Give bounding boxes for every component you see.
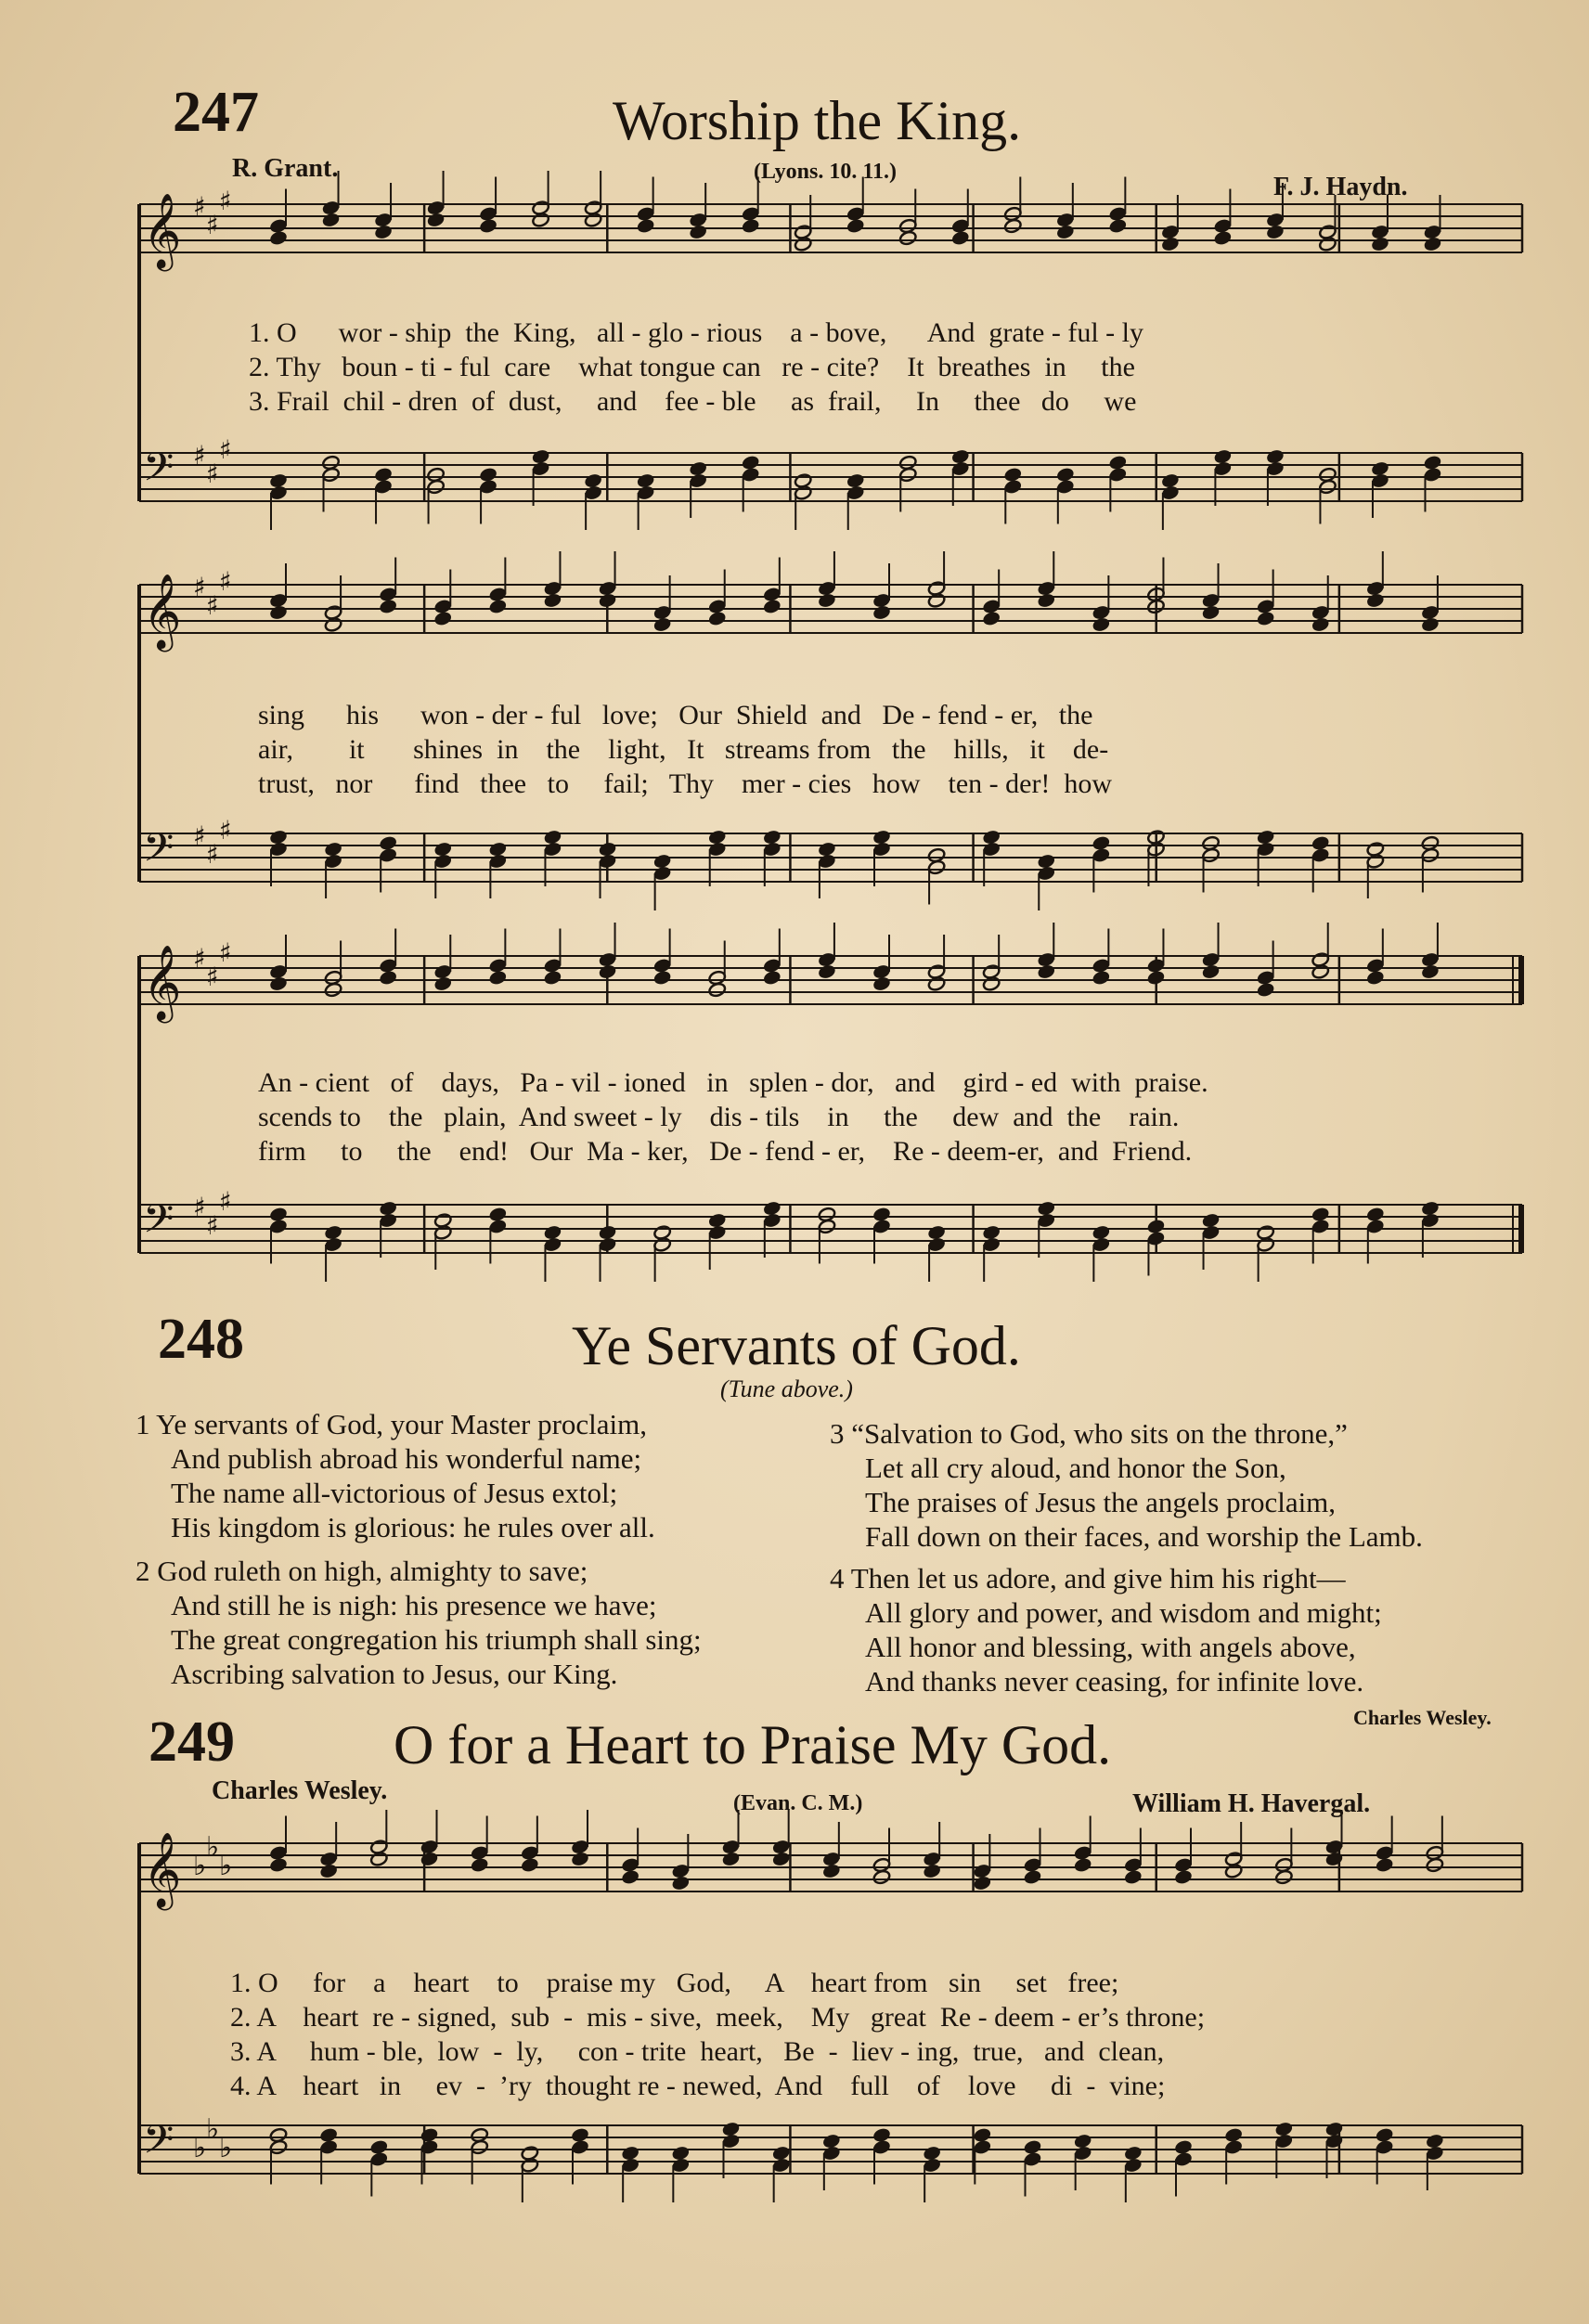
lyric-line: 2. Thy boun - ti - ful care what tongue can re - cite? It breathes in the: [249, 352, 1135, 382]
note-head: [543, 829, 562, 845]
note-head: [1421, 1200, 1440, 1216]
note-head: [379, 1200, 397, 1216]
note-head: [379, 835, 397, 851]
note-head: [319, 1863, 338, 1879]
flat-icon: ♭: [193, 2132, 207, 2164]
note-head: [689, 460, 707, 476]
treble-clef-icon: 𝄞: [143, 573, 182, 649]
note-head: [763, 599, 782, 614]
lyrics-system-3: [258, 1065, 1208, 1168]
stanza-line: Ascribing salvation to Jesus, our King.: [171, 1658, 618, 1690]
bass-clef-icon: 𝄢: [143, 2117, 174, 2173]
note-head: [571, 2127, 589, 2143]
sharp-icon: ♯: [206, 839, 219, 870]
stanza-line: Then let us adore, and give him his right—: [850, 1562, 1346, 1595]
note-head: [1037, 853, 1055, 869]
note-head: [420, 2127, 438, 2143]
note-head: [324, 1224, 342, 1240]
note-head: [653, 616, 672, 632]
note-head: [269, 1857, 288, 1873]
lyric-line: sing his won - der - ful love; Our Shield and De - fend - er, the: [258, 700, 1093, 730]
sharp-icon: ♯: [193, 1192, 206, 1222]
stanza-line: Ye servants of God, your Master proclaim,: [156, 1408, 648, 1440]
note-head: [521, 1857, 539, 1873]
note-head: [369, 1851, 388, 1866]
lyrics-system-2: [258, 698, 1112, 801]
stanza-line: The praises of Jesus the angels proclaim,: [865, 1486, 1337, 1518]
note-head: [319, 2127, 338, 2143]
note-head: [324, 841, 342, 857]
note-head: [369, 2139, 388, 2155]
note-head: [433, 611, 452, 626]
composer: F. J. Haydn.: [1273, 173, 1408, 201]
note-head: [708, 982, 727, 998]
note-head: [1426, 2133, 1444, 2149]
note-head: [1092, 616, 1110, 632]
note-head: [1146, 970, 1165, 986]
note-head: [927, 1224, 946, 1240]
sharp-icon: ♯: [219, 186, 232, 216]
note-head: [1423, 455, 1441, 471]
note-head: [846, 218, 865, 234]
note-head: [872, 2127, 891, 2143]
hymn-title: Ye Servants of God.: [572, 1315, 1021, 1376]
note-head: [721, 1851, 740, 1866]
stanza-line: The name all-victorious of Jesus extol;: [171, 1477, 618, 1509]
note-head: [1311, 1207, 1330, 1222]
note-head: [872, 829, 891, 845]
lyric-line: 3. A hum - ble, low - ly, con - trite heart, Be - liev - ing, true, and clean,: [230, 2036, 1165, 2067]
lyrics-system-1: [249, 316, 1143, 419]
note-head: [818, 841, 836, 857]
hymn-number: 248: [158, 1308, 244, 1371]
note-head: [584, 212, 602, 227]
stanza-4: [830, 1561, 1382, 1698]
tune-meter: (Evan. C. M.): [733, 1791, 863, 1815]
flat-icon: ♭: [193, 1850, 207, 1882]
note-head: [951, 230, 970, 246]
stanza-line: And thanks never ceasing, for infinite love.: [865, 1665, 1364, 1698]
note-head: [599, 841, 617, 857]
note-head: [433, 975, 452, 991]
note-head: [269, 1207, 288, 1222]
tune-meter: (Lyons. 10. 11.): [754, 160, 898, 184]
note-head: [269, 829, 288, 845]
stanza-line: And still he is nigh: his presence we have;: [171, 1589, 657, 1621]
sharp-icon: ♯: [206, 1210, 219, 1241]
note-head: [1174, 2139, 1193, 2155]
note-head: [872, 1869, 891, 1885]
note-head: [653, 853, 672, 869]
note-head: [653, 970, 672, 986]
note-head: [1202, 963, 1221, 979]
sharp-icon: ♯: [219, 434, 232, 465]
note-head: [818, 592, 836, 608]
flat-icon: ♭: [206, 2113, 220, 2146]
note-head: [1213, 230, 1232, 246]
note-head: [671, 1875, 690, 1891]
flat-icon: ♭: [206, 1831, 220, 1864]
note-head: [982, 611, 1001, 626]
note-head: [379, 970, 397, 986]
stanza-line: And publish abroad his wonderful name;: [171, 1442, 642, 1475]
note-head: [488, 841, 507, 857]
note-head: [872, 604, 891, 620]
note-head: [269, 230, 288, 246]
hymn-title: O for a Heart to Praise My God.: [394, 1714, 1112, 1775]
note-head: [637, 472, 655, 488]
note-head: [1257, 982, 1275, 998]
sharp-icon: ♯: [193, 943, 206, 974]
note-head: [1037, 592, 1055, 608]
note-head: [1056, 224, 1075, 239]
sharp-icon: ♯: [193, 440, 206, 471]
note-head: [269, 472, 288, 488]
note-head: [721, 2121, 740, 2137]
note-head: [1371, 460, 1389, 476]
note-head: [543, 1224, 562, 1240]
final-barline: [1518, 1205, 1524, 1253]
note-head: [599, 1224, 617, 1240]
note-head: [479, 218, 497, 234]
note-head: [1224, 1863, 1243, 1879]
note-head: [571, 1851, 589, 1866]
note-head: [818, 963, 836, 979]
note-head: [982, 829, 1001, 845]
note-head: [973, 2127, 991, 2143]
stanza-line: All glory and power, and wisdom and might;: [865, 1596, 1382, 1629]
note-head: [763, 970, 782, 986]
note-head: [742, 455, 760, 471]
note-head: [982, 1224, 1001, 1240]
note-head: [488, 970, 507, 986]
sharp-icon: ♯: [219, 937, 232, 968]
treble-clef-icon: 𝄞: [143, 944, 182, 1020]
note-head: [1161, 472, 1180, 488]
note-head: [543, 970, 562, 986]
note-head: [1074, 2133, 1092, 2149]
note-head: [471, 1857, 489, 1873]
note-head: [1037, 963, 1055, 979]
sharp-icon: ♯: [219, 1186, 232, 1217]
note-head: [822, 1863, 841, 1879]
lyric-line: air, it shines in the light, It streams from the hills, it de-: [258, 734, 1109, 765]
note-head: [324, 982, 342, 998]
note-head: [1376, 2127, 1394, 2143]
note-head: [488, 1207, 507, 1222]
note-head: [872, 975, 891, 991]
note-head: [420, 1851, 438, 1866]
note-head: [1274, 1869, 1293, 1885]
note-head: [1003, 467, 1022, 483]
note-head: [637, 218, 655, 234]
note-head: [1324, 2121, 1343, 2137]
stanza-number: 3: [830, 1417, 845, 1450]
hymn-title: Worship the King.: [613, 90, 1022, 151]
note-head: [982, 975, 1001, 991]
note-head: [846, 472, 865, 488]
note-head: [324, 616, 342, 632]
note-head: [1023, 1869, 1041, 1885]
lyrics-system-4: [230, 1966, 1205, 2103]
bass-clef-icon: 𝄢: [143, 445, 174, 500]
stanza-line: Fall down on their faces, and worship the Lamb.: [865, 1520, 1423, 1553]
note-head: [1074, 1857, 1092, 1873]
tune-note: (Tune above.): [720, 1375, 853, 1402]
note-head: [1376, 1857, 1394, 1873]
lyric-line: 1. O for a heart to praise my God, A heart from sin set free;: [230, 1968, 1119, 1998]
note-head: [708, 829, 727, 845]
note-head: [927, 592, 946, 608]
note-head: [599, 592, 617, 608]
sharp-icon: ♯: [193, 820, 206, 851]
note-head: [927, 975, 946, 991]
sharp-icon: ♯: [193, 572, 206, 602]
note-head: [671, 2145, 690, 2161]
note-head: [1146, 1219, 1165, 1234]
note-head: [1311, 835, 1330, 851]
note-head: [1037, 1200, 1055, 1216]
note-head: [1257, 611, 1275, 626]
note-head: [1124, 2145, 1143, 2161]
note-head: [1257, 829, 1275, 845]
hymn-number: 247: [173, 81, 259, 144]
note-head: [599, 963, 617, 979]
note-head: [621, 2145, 639, 2161]
note-head: [951, 448, 970, 464]
note-head: [794, 236, 812, 252]
note-head: [1311, 616, 1330, 632]
lyric-line: 2. A heart re - signed, sub - mis - sive, meek, My great Re - deem - er’s throne;: [230, 2002, 1206, 2033]
note-head: [374, 467, 393, 483]
note-head: [973, 1875, 991, 1891]
note-head: [1423, 236, 1441, 252]
lyric-line: An - cient of days, Pa - vil - ioned in splen - dor, and gird - ed with praise.: [258, 1067, 1208, 1098]
note-head: [1371, 236, 1389, 252]
lyric-line: 1. O wor - ship the King, all - glo - rious a - bove, And grate - ful - ly: [249, 317, 1143, 348]
lyric-line: trust, nor find thee to fail; Thy mer - cies how ten - der! how: [258, 768, 1113, 799]
note-head: [1311, 963, 1330, 979]
note-head: [763, 1200, 782, 1216]
note-head: [621, 1869, 639, 1885]
note-head: [1174, 1869, 1193, 1885]
bass-clef-icon: 𝄢: [143, 1196, 174, 1252]
note-head: [1108, 455, 1127, 471]
note-head: [689, 224, 707, 239]
note-head: [488, 599, 507, 614]
note-head: [1224, 2127, 1243, 2143]
composer: William H. Havergal.: [1132, 1789, 1371, 1818]
lyric-line: 3. Frail chil - dren of dust, and fee - ble as frail, In thee do we: [249, 386, 1137, 417]
note-head: [923, 1863, 941, 1879]
note-head: [898, 230, 917, 246]
stanza-2: [136, 1554, 702, 1691]
lyric-line: firm to the end! Our Ma - ker, De - fend - er, Re - deem-er, and Friend.: [258, 1136, 1193, 1167]
note-head: [1266, 448, 1285, 464]
note-head: [433, 841, 452, 857]
note-head: [772, 1851, 791, 1866]
note-head: [1092, 835, 1110, 851]
stanza-number: 4: [830, 1562, 845, 1595]
lyric-line: 4. A heart in ev - ’ry thought re - newed, And full of love di - vine;: [230, 2071, 1166, 2101]
note-head: [269, 975, 288, 991]
flat-icon: ♭: [219, 2132, 233, 2164]
sharp-icon: ♯: [193, 191, 206, 222]
note-head: [1366, 1207, 1385, 1222]
note-head: [772, 2145, 791, 2161]
note-head: [1108, 218, 1127, 234]
note-head: [1202, 604, 1221, 620]
author: R. Grant.: [232, 154, 339, 183]
note-head: [1421, 963, 1440, 979]
note-head: [1202, 1212, 1221, 1228]
stanza-line: His kingdom is glorious: he rules over all.: [171, 1511, 655, 1543]
note-head: [923, 2145, 941, 2161]
note-head: [1366, 592, 1385, 608]
note-head: [708, 1212, 727, 1228]
note-head: [543, 592, 562, 608]
note-head: [427, 212, 446, 227]
stanza-line: “Salvation to God, who sits on the throne,”: [851, 1417, 1348, 1450]
treble-clef-icon: 𝄞: [143, 1831, 182, 1907]
bass-clef-icon: 𝄢: [143, 825, 174, 881]
note-head: [1366, 970, 1385, 986]
sharp-icon: ♯: [206, 210, 219, 240]
sharp-icon: ♯: [206, 458, 219, 489]
note-head: [1274, 2121, 1293, 2137]
final-barline: [1518, 956, 1524, 1004]
note-head: [1318, 236, 1337, 252]
note-head: [1161, 236, 1180, 252]
note-head: [1092, 1224, 1110, 1240]
stanza-number: 1: [136, 1408, 150, 1440]
note-head: [374, 224, 393, 239]
note-head: [532, 212, 550, 227]
note-head: [763, 829, 782, 845]
sharp-icon: ♯: [219, 566, 232, 597]
author: Charles Wesley.: [212, 1776, 388, 1805]
note-head: [1092, 970, 1110, 986]
note-head: [1421, 616, 1440, 632]
note-head: [269, 604, 288, 620]
lyric-line: scends to the plain, And sweet - ly dis - tils in the dew and the rain.: [258, 1102, 1180, 1132]
sharp-icon: ♯: [206, 962, 219, 992]
stanza-3: [830, 1416, 1423, 1554]
note-head: [822, 2133, 841, 2149]
note-head: [1023, 2139, 1041, 2155]
note-head: [708, 611, 727, 626]
note-head: [1124, 1869, 1143, 1885]
stanza-line: God ruleth on high, almighty to save;: [157, 1555, 588, 1587]
stanza-number: 2: [136, 1555, 150, 1587]
note-head: [479, 467, 497, 483]
note-head: [1324, 1851, 1343, 1866]
stanza-line: The great congregation his triumph shall sing;: [171, 1623, 702, 1656]
note-head: [1426, 1857, 1444, 1873]
stanza-line: Let all cry aloud, and honor the Son,: [865, 1452, 1286, 1484]
note-head: [379, 599, 397, 614]
note-head: [1266, 224, 1285, 239]
note-head: [1003, 218, 1022, 234]
hymn-number: 249: [149, 1711, 235, 1774]
sharp-icon: ♯: [219, 815, 232, 846]
stanza-line: All honor and blessing, with angels above,: [865, 1631, 1356, 1663]
note-head: [1056, 467, 1075, 483]
treble-clef-icon: 𝄞: [143, 192, 182, 268]
attribution: Charles Wesley.: [1353, 1706, 1492, 1729]
note-head: [321, 212, 340, 227]
note-head: [1213, 448, 1232, 464]
stanza-1: [136, 1407, 655, 1544]
note-head: [742, 218, 760, 234]
flat-icon: ♭: [219, 1850, 233, 1882]
note-head: [584, 472, 602, 488]
note-head: [532, 448, 550, 464]
sharp-icon: ♯: [206, 590, 219, 621]
note-head: [872, 1207, 891, 1222]
